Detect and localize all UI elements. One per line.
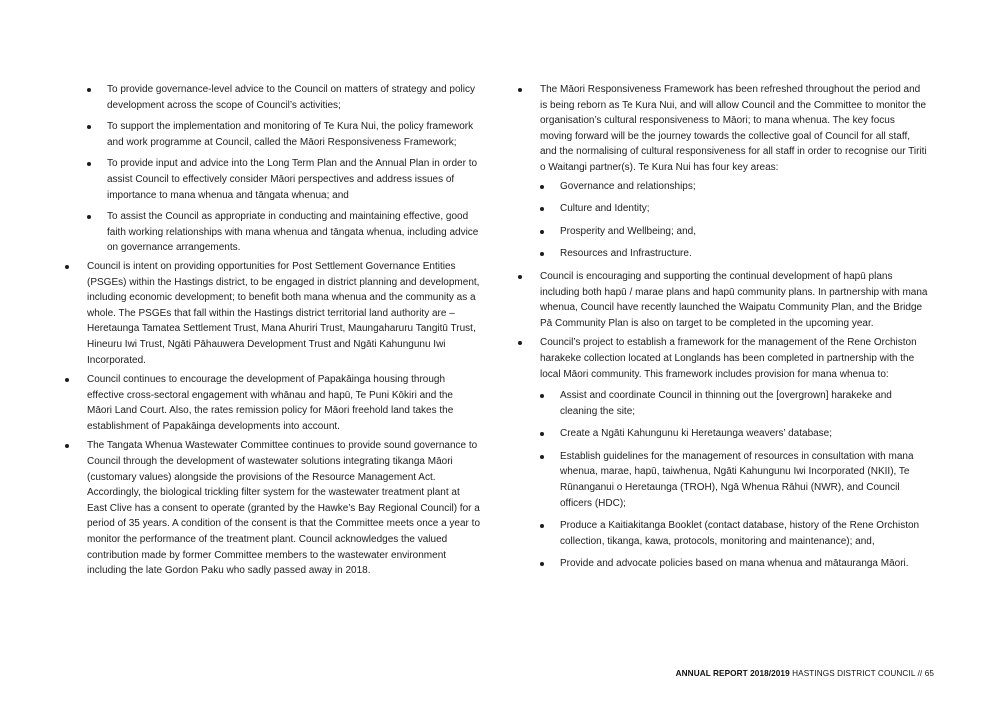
footer-separator: //: [917, 669, 923, 678]
committee-role-list: [60, 82, 480, 256]
list-item: Council continues to encourage the development of Papakāinga housing through effective cross-sectoral engagement with whānau and hapū, Te Puni Kōkiri and the Māori Land Court. Also, the rates remission policy for Māori freehold land takes the establishment of Papakāinga developments into account.: [60, 372, 480, 434]
page-footer: [676, 669, 934, 678]
list-item: To assist the Council as appropriate in conducting and maintaining effective, good faith working relationships with mana whenua and tāngata whenua, including advice on governance arrangements.: [60, 209, 480, 256]
provisions-list: [513, 388, 928, 572]
list-item: Produce a Kaitiakitanga Booklet (contact database, history of the Rene Orchiston collection, tikanga, kawa, protocols, monitoring and maintenance); and,: [513, 518, 928, 549]
list-item: Create a Ngāti Kahungunu ki Heretaunga weavers’ database;: [513, 426, 928, 442]
list-item: Establish guidelines for the management of resources in consultation with mana whenua, marae, hapū, taiwhenua, Ngāti Kahungunu Iwi Incorporated (NKII), Te Rūnanganui o Heretaunga (TROH), Ngā Whenua Rāhui (NWR), and Council officers (HDC);: [513, 449, 928, 511]
council-name: HASTINGS DISTRICT COUNCIL: [792, 669, 916, 678]
list-item: To provide input and advice into the Long Term Plan and the Annual Plan in order to assist Council to effectively consider Māori perspectives and address issues of importance to mana whenua and tāngata whenua; and: [60, 156, 480, 203]
list-item: Prosperity and Wellbeing; and,: [513, 224, 928, 240]
paragraph: The Māori Responsiveness Framework has been refreshed throughout the period and is being reborn as Te Kura Nui, and will allow Council and the Committee to monitor the organisation’s cultural responsiveness to Māori; to mana whenua. The key focus moving forward will be the journey towards the collective goal of Council for all staff, and the normalising of cultural responsiveness for all staff in order to recognise our Tiriti o Waitangi partner(s). Te Kura Nui has four key areas:: [540, 84, 927, 173]
list-item: [513, 335, 928, 572]
list-item: [513, 82, 928, 262]
key-areas-list: [513, 179, 928, 262]
list-item: The Tangata Whenua Wastewater Committee continues to provide sound governance to Council through the development of wastewater solutions integrating tikanga Māori (customary values) alongside the provisions of the Resource Management Act. Accordingly, the biological trickling filter system for the wastewater treatment plant at East Clive has a consent to operate (granted by the Hawke’s Bay Regional Council) for a period of 35 years. A condition of the consent is that the Committee meets once a year to monitor the performance of the treatment plant. Council acknowledges the valued contribution made by former Committee members to the wastewater environment including the late Gordon Paku who sadly passed away in 2018.: [60, 438, 480, 578]
list-item: Assist and coordinate Council in thinning out the [overgrown] harakeke and cleaning the site;: [513, 388, 928, 419]
report-title: ANNUAL REPORT 2018/2019: [675, 669, 790, 678]
right-column: [513, 82, 928, 579]
list-item: Council is encouraging and supporting the continual development of hapū plans including both hapū / marae plans and hapū community plans. In partnership with mana whenua, Council have recently launched the Waipatu Community Plan, and the Bridge Pā Community Plan is also on target to be completed in the upcoming year.: [513, 269, 928, 331]
list-item: To provide governance-level advice to the Council on matters of strategy and policy development across the scope of Council’s activities;: [60, 82, 480, 113]
page-number: 65: [924, 669, 934, 678]
left-column: [60, 82, 480, 583]
left-bullet-list: [60, 259, 480, 579]
right-bullet-list: [513, 82, 928, 572]
list-item: Culture and Identity;: [513, 201, 928, 217]
paragraph: Council’s project to establish a framework for the management of the Rene Orchiston harakeke collection located at Longlands has been completed in partnership with the local Māori community. This framework includes provision for mana whenua to:: [540, 337, 917, 380]
list-item: Council is intent on providing opportunities for Post Settlement Governance Entities (PSGEs) within the Hastings district, to be engaged in district planning and development, including economic development; to benefit both mana whenua and the community as a whole. The PSGEs that fall within the Hastings district territorial land authority are – Heretaunga Tamatea Settlement Trust, Mana Ahuriri Trust, Maungaharuru Tangitū Trust, Hineuru Iwi Trust, Ngāti Pāhauwera Development Trust and Ngāti Kahungunu Iwi Incorporated.: [60, 259, 480, 368]
list-item: To support the implementation and monitoring of Te Kura Nui, the policy framework and work programme at Council, called the Māori Responsiveness Framework;: [60, 119, 480, 150]
list-item: Resources and Infrastructure.: [513, 246, 928, 262]
list-item: Governance and relationships;: [513, 179, 928, 195]
list-item: Provide and advocate policies based on mana whenua and mātauranga Māori.: [513, 556, 928, 572]
